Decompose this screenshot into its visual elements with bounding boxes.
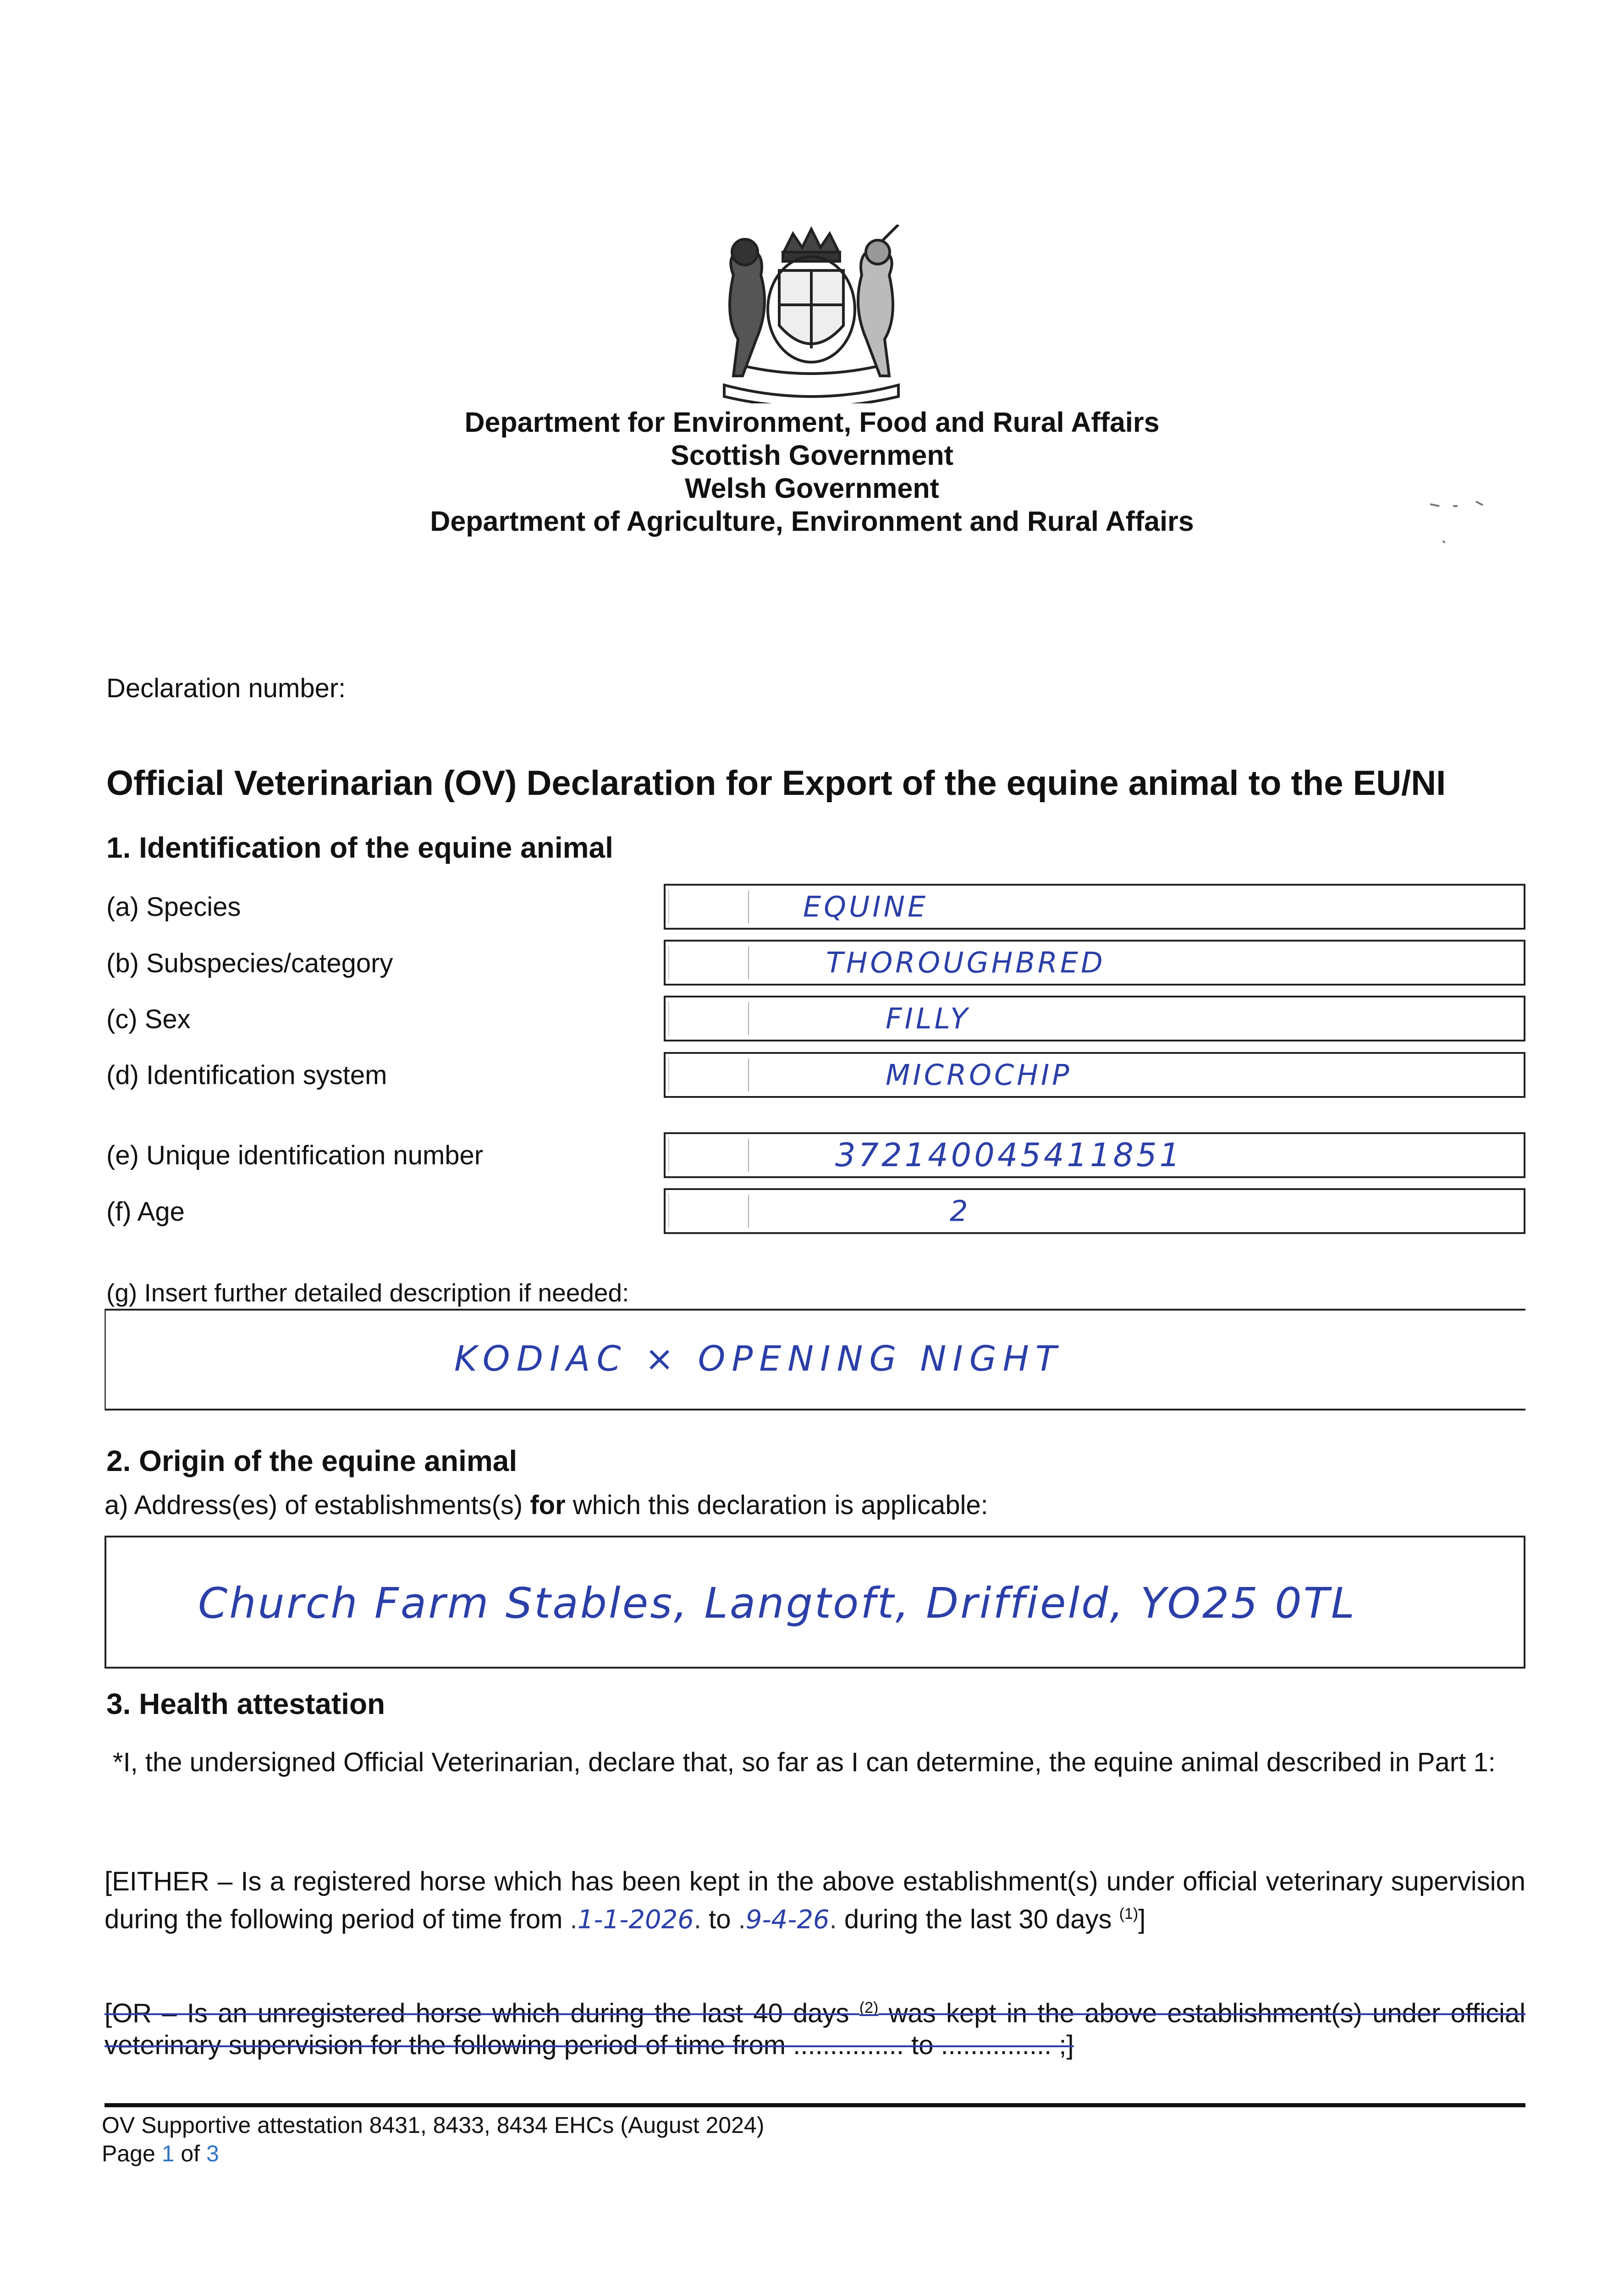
section-1-heading: 1. Identification of the equine animal (106, 831, 613, 864)
address-value: Church Farm Stables, Langtoft, Driffield, YO25 0TL (198, 1579, 1357, 1628)
page-title: Official Veterinarian (OV) Declaration for Export of the equine animal to the EU/NI (106, 764, 1446, 803)
unique-id-field[interactable] (664, 1132, 1525, 1178)
footer-rule (105, 2103, 1525, 2107)
sex-value: FILLY (886, 1002, 970, 1036)
department-line: Welsh Government (685, 473, 939, 504)
section-2-heading: 2. Origin of the equine animal (106, 1444, 517, 1477)
species-label: (a) Species (106, 892, 241, 922)
attestation-intro: *I, the undersigned Official Veterinarian, declare that, so far as I can determine, the equine animal described in Part 1: (113, 1747, 1496, 1777)
subspecies-label: (b) Subspecies/category (106, 948, 393, 978)
department-line: Department of Agriculture, Environment and Rural Affairs (430, 506, 1194, 537)
address-label: a) Address(es) of establishments(s) for which this declaration is applicable: (105, 1490, 988, 1520)
age-field[interactable] (664, 1188, 1525, 1234)
footer-reference: OV Supportive attestation 8431, 8433, 8434 EHCs (August 2024) (102, 2112, 765, 2138)
sex-field[interactable] (664, 996, 1525, 1041)
subspecies-value: THOROUGHBRED (826, 946, 1106, 980)
royal-coat-of-arms-icon (706, 225, 917, 403)
species-field[interactable] (664, 884, 1525, 930)
age-label: (f) Age (106, 1197, 185, 1227)
declaration-number-label: Declaration number: (106, 673, 346, 703)
or-clause-struck: [OR – Is an unregistered horse which during the last 40 days $^{(2)}$ was kept in the above establishment(s) under official veterinary supervision for the following period of time from ............... to ............... ;] (105, 1998, 1526, 2061)
period-to-value: 9-4-26 (745, 1905, 830, 1935)
department-line: Scottish Government (671, 440, 953, 471)
identification-system-value: MICROCHIP (886, 1058, 1072, 1092)
description-label: (g) Insert further detailed description if needed: (106, 1278, 629, 1307)
page-number: Page 1 of 3 (102, 2141, 219, 2166)
period-from-value: 1-1-2026 (577, 1905, 694, 1935)
department-line: Department for Environment, Food and Rural Affairs (464, 407, 1160, 438)
age-value: 2 (950, 1194, 971, 1228)
either-clause: [EITHER – Is a registered horse which has been kept in the above establishment(s) under official veterinary supervision during the following period of time from .1-1-2026. to .9-4-26. during the last 30 days $^{(1)}$] (105, 1867, 1525, 1935)
unique-id-label: (e) Unique identification number (106, 1140, 484, 1170)
subspecies-field[interactable] (664, 940, 1525, 986)
unique-id-value: 372140045411851 (835, 1136, 1183, 1174)
section-3-heading: 3. Health attestation (106, 1687, 385, 1720)
address-field[interactable] (105, 1536, 1525, 1669)
footer (102, 2111, 764, 2168)
description-field[interactable] (105, 1309, 1525, 1410)
identification-system-field[interactable] (664, 1052, 1525, 1098)
sex-label: (c) Sex (106, 1004, 191, 1034)
identification-system-label: (d) Identification system (106, 1060, 387, 1090)
scan-marks (1430, 495, 1503, 554)
description-value: KODIAC × OPENING NIGHT (454, 1338, 1063, 1379)
species-value: EQUINE (803, 890, 929, 924)
department-header (0, 406, 1624, 538)
